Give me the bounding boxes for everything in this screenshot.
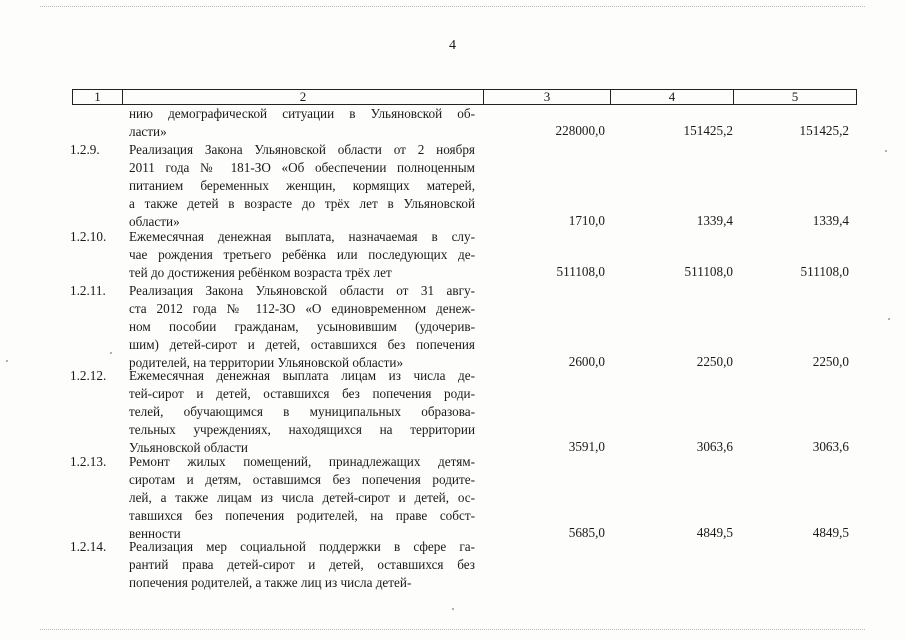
row-number: 1.2.12.: [70, 368, 107, 383]
row-number: 1.2.13.: [70, 454, 107, 469]
row-number: 1.2.10.: [70, 229, 107, 244]
description-line: родителей, на территории Ульяновской области»: [129, 355, 404, 371]
value-column-3: 1710,0: [568, 213, 605, 229]
description-line: шим) детей-сирот и детей, оставшихся без попечения: [129, 337, 475, 353]
description-line: ном пособии гражданам, усыновившим (удочерив-: [129, 319, 475, 335]
description-line: Реализация Закона Ульяновской области от 31 авгу-: [129, 283, 475, 298]
value-column-5: 2250,0: [812, 354, 849, 370]
description-line: тей до достижения ребёнком возраста трёх лет: [129, 265, 392, 281]
row-description: [129, 282, 475, 372]
value-column-5: 511108,0: [800, 264, 849, 280]
column-header-4: 4: [611, 90, 734, 104]
column-header-5: 5: [791, 89, 799, 104]
description-line: а также детей в возрасте до трёх лет в Ульяновской: [129, 196, 475, 212]
value-column-4: 151425,2: [683, 123, 733, 139]
description-line: области»: [129, 214, 180, 230]
value-column-3: 228000,0: [555, 123, 605, 139]
page-number: 4: [449, 38, 456, 53]
row-number: 1.2.14.: [70, 539, 107, 554]
value-column-3: 511108,0: [556, 264, 605, 280]
scan-speck: [110, 352, 112, 354]
scan-speck: [6, 360, 8, 362]
description-line: тавшихся без попечения родителей, на праве собст-: [129, 508, 475, 524]
column-header-3: 3: [484, 90, 611, 104]
value-column-3: 3591,0: [568, 439, 605, 455]
description-line: лей, а также лицам из числа детей-сирот и детей, ос-: [129, 490, 475, 506]
description-line: нию демографической ситуации в Ульяновской об-: [129, 106, 475, 121]
scan-speck: [888, 318, 890, 320]
scan-speck: [452, 608, 454, 610]
description-line: венности: [129, 526, 181, 542]
description-line: питанием беременных женщин, кормящих матерей,: [129, 178, 475, 194]
description-line: Реализация мер социальной поддержки в сфере га-: [129, 539, 475, 554]
row-description: [129, 538, 475, 592]
description-line: Ульяновской области: [129, 440, 248, 456]
description-line: сиротам и детям, оставшимся без попечения родите-: [129, 472, 475, 488]
row-number: 1.2.9.: [70, 142, 100, 157]
description-line: попечения родителей, а также лиц из числа детей-: [129, 575, 412, 591]
description-line: ста 2012 года № 112-ЗО «О единовременном денеж-: [129, 301, 475, 317]
row-description: [129, 453, 475, 543]
value-column-5: 151425,2: [799, 123, 849, 139]
description-line: рантий права детей-сирот и детей, оставшихся без: [129, 557, 475, 573]
description-line: 2011 года № 181-ЗО «Об обеспечении полноценным: [129, 160, 475, 176]
column-header-2: 2: [123, 90, 484, 104]
row-description: [129, 105, 475, 141]
description-line: Ежемесячная денежная выплата лицам из числа де-: [129, 368, 475, 383]
description-line: Ежемесячная денежная выплата, назначаемая в слу-: [129, 229, 475, 244]
table-header: [72, 89, 857, 105]
value-column-3: 5685,0: [568, 525, 605, 541]
value-column-5: 1339,4: [812, 213, 849, 229]
scan-edge-bottom: [40, 629, 865, 630]
description-line: Реализация Закона Ульяновской области от 2 ноября: [129, 142, 475, 157]
description-line: тей-сирот и детей, оставшихся без попечения роди-: [129, 386, 475, 402]
value-column-4: 1339,4: [696, 213, 733, 229]
value-column-3: 2600,0: [568, 354, 605, 370]
description-line: ласти»: [129, 124, 167, 140]
scan-edge-top: [40, 6, 865, 7]
value-column-5: 4849,5: [812, 525, 849, 541]
scan-speck: [885, 150, 887, 152]
value-column-4: 4849,5: [696, 525, 733, 541]
value-column-4: 511108,0: [684, 264, 733, 280]
value-column-4: 3063,6: [696, 439, 733, 455]
description-line: Ремонт жилых помещений, принадлежащих детям-: [129, 454, 475, 469]
description-line: чае рождения третьего ребёнка или последующих де-: [129, 247, 475, 263]
row-number: 1.2.11.: [70, 283, 106, 298]
row-description: [129, 228, 475, 282]
description-line: телей, обучающимся в муниципальных образова-: [129, 404, 475, 420]
value-column-5: 3063,6: [812, 439, 849, 455]
row-description: [129, 141, 475, 231]
column-header-1: 1: [73, 90, 123, 104]
description-line: тельных учреждениях, находящихся на территории: [129, 422, 475, 438]
value-column-4: 2250,0: [696, 354, 733, 370]
row-description: [129, 367, 475, 457]
